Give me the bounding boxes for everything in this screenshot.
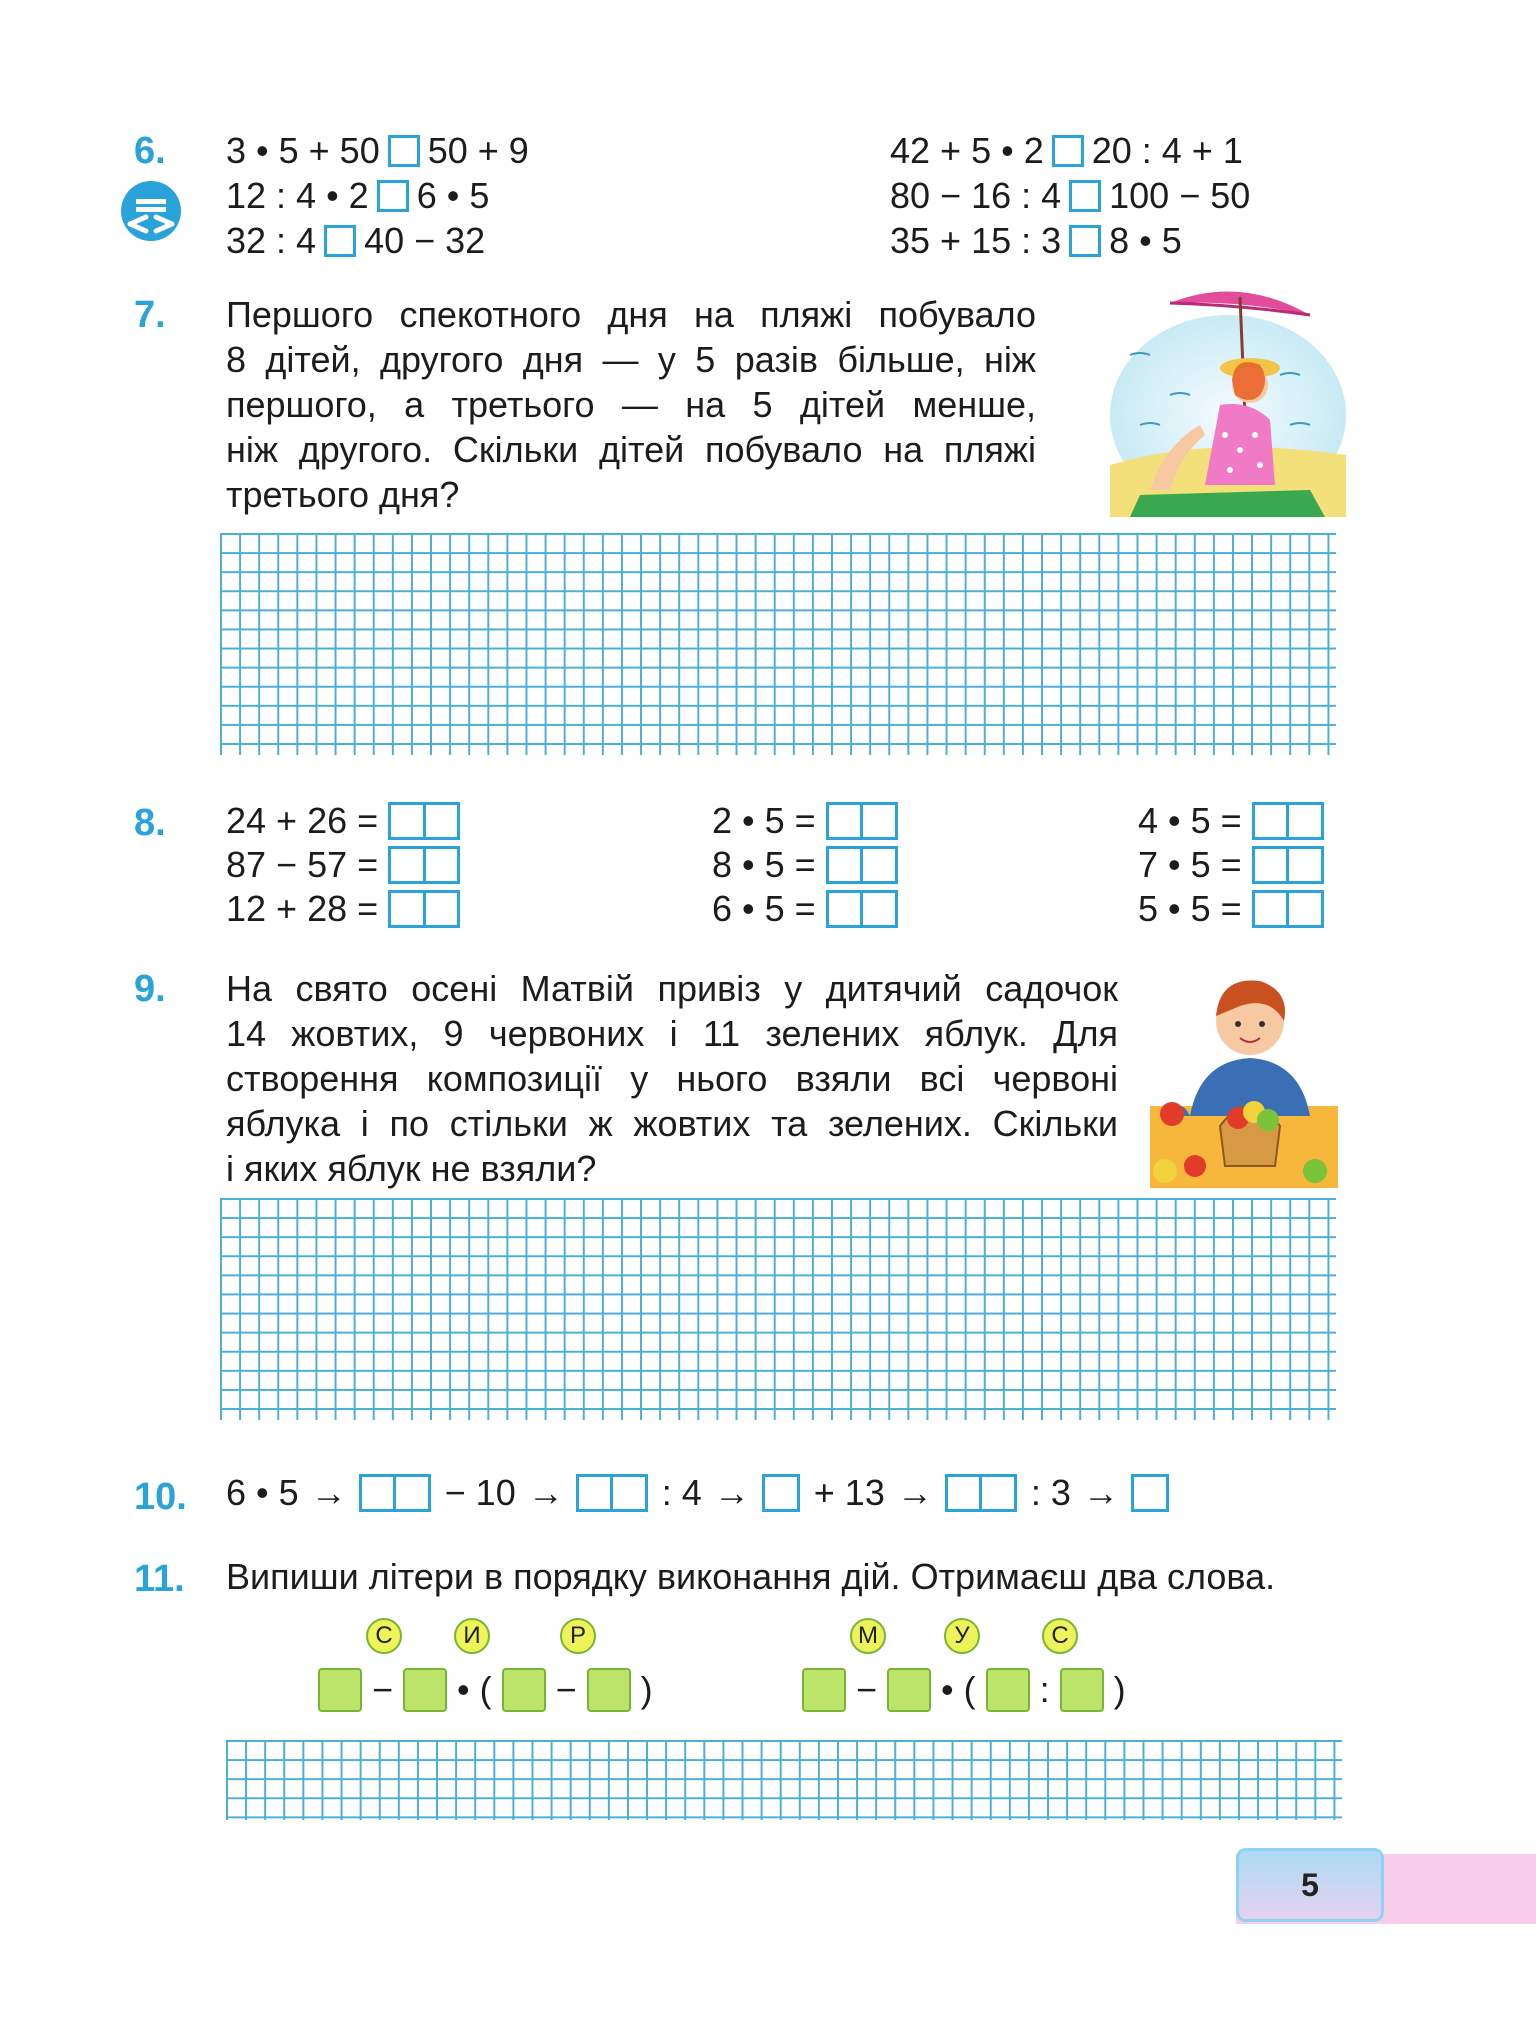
start-expr: 6 • 5 <box>226 1472 299 1513</box>
task-10-number: 10. <box>134 1476 187 1518</box>
answer-box[interactable] <box>1252 890 1324 928</box>
expr-a: 80 − 16 : 4 <box>890 175 1062 216</box>
text-line: яблука і по стільки ж жовтих та зелених. Скільки <box>226 1103 1118 1144</box>
task11-left-expression <box>318 1668 653 1712</box>
expr: 2 • 5 = <box>712 800 816 841</box>
arrow-icon: → <box>527 1472 564 1513</box>
letter-circle: Р <box>560 1618 596 1654</box>
letter-box[interactable] <box>887 1668 931 1712</box>
operation: − 10 <box>444 1472 516 1513</box>
compare-icon <box>120 180 182 242</box>
task6-left-row-1 <box>226 130 529 172</box>
operator: ( <box>479 1669 492 1710</box>
expr-b: 6 • 5 <box>416 175 490 216</box>
task8-row <box>712 844 898 886</box>
letter-box[interactable] <box>802 1668 846 1712</box>
text-line: Першого спекотного дня на пляжі побувало <box>226 294 1036 335</box>
answer-box[interactable] <box>826 890 898 928</box>
text-line: першого, а третього — на 5 дітей менше, <box>226 384 1036 425</box>
expr: 8 • 5 = <box>712 844 816 885</box>
task11-right-expression <box>802 1668 1126 1712</box>
task8-row <box>1138 844 1324 886</box>
expr: 4 • 5 = <box>1138 800 1242 841</box>
operator: − <box>555 1669 577 1710</box>
expr: 87 − 57 = <box>226 844 379 885</box>
task6-left-row-3 <box>226 220 485 262</box>
text-line: третього дня? <box>226 474 460 515</box>
answer-box[interactable] <box>388 846 460 884</box>
answer-box[interactable] <box>1069 180 1101 212</box>
answer-box[interactable] <box>1252 846 1324 884</box>
expr-b: 50 + 9 <box>427 130 529 171</box>
task6-left-row-2 <box>226 175 489 217</box>
task6-right-row-3 <box>890 220 1182 262</box>
operation: : 4 <box>661 1472 702 1513</box>
task6-right-row-2 <box>890 175 1250 217</box>
text-line: і яких яблук не взяли? <box>226 1148 597 1189</box>
letter-box[interactable] <box>403 1668 447 1712</box>
letter-circle: И <box>454 1618 490 1654</box>
answer-box[interactable] <box>1069 225 1101 257</box>
letter-box[interactable] <box>587 1668 631 1712</box>
expr: 5 • 5 = <box>1138 888 1242 929</box>
letter-circle: С <box>366 1618 402 1654</box>
operation: + 13 <box>813 1472 885 1513</box>
operator: : <box>1039 1669 1050 1710</box>
letter-box[interactable] <box>986 1668 1030 1712</box>
text-line: 14 жовтих, 9 червоних і 11 зелених яблук. Для <box>226 1013 1118 1054</box>
answer-box[interactable] <box>826 802 898 840</box>
answer-box[interactable] <box>762 1474 800 1512</box>
operator: ) <box>640 1669 653 1710</box>
letter-circle: У <box>944 1618 980 1654</box>
expr-a: 42 + 5 • 2 <box>890 130 1044 171</box>
task8-row <box>712 800 898 842</box>
expr-b: 40 − 32 <box>364 220 486 261</box>
task8-row <box>712 888 898 930</box>
expr: 6 • 5 = <box>712 888 816 929</box>
answer-box[interactable] <box>1252 802 1324 840</box>
expr: 7 • 5 = <box>1138 844 1242 885</box>
answer-box[interactable] <box>1131 1474 1169 1512</box>
expr-b: 20 : 4 + 1 <box>1091 130 1243 171</box>
task-11-instruction: Випиши літери в порядку виконання дій. Отримаєш два слова. <box>226 1556 1276 1597</box>
answer-box[interactable] <box>1052 135 1084 167</box>
page-number: 5 <box>1236 1848 1384 1922</box>
text-line: 8 дітей, другого дня — у 5 разів більше, ніж <box>226 339 1036 380</box>
expr-a: 35 + 15 : 3 <box>890 220 1062 261</box>
operator: ) <box>1113 1669 1126 1710</box>
expr-a: 3 • 5 + 50 <box>226 130 380 171</box>
letter-circle: С <box>1042 1618 1078 1654</box>
task6-right-row-1 <box>890 130 1243 172</box>
text-line: На свято осені Матвій привіз у дитячий садочок <box>226 968 1118 1009</box>
answer-grid-11[interactable] <box>226 1740 1342 1820</box>
task-7-number: 7. <box>134 294 166 336</box>
task-7-text <box>226 292 1036 517</box>
task8-row <box>226 888 460 930</box>
operator: ( <box>963 1669 976 1710</box>
expr: 12 + 28 = <box>226 888 379 929</box>
task-9-text <box>226 966 1118 1191</box>
operator: − <box>372 1669 394 1710</box>
answer-box[interactable] <box>388 802 460 840</box>
beach-girl-illustration <box>1110 285 1346 517</box>
task-6-number: 6. <box>134 130 166 172</box>
task-11-number: 11. <box>134 1558 185 1600</box>
answer-box[interactable] <box>388 890 460 928</box>
task-10-chain <box>226 1472 1169 1514</box>
letter-box[interactable] <box>502 1668 546 1712</box>
answer-box[interactable] <box>945 1474 1017 1512</box>
arrow-icon: → <box>896 1472 933 1513</box>
answer-box[interactable] <box>388 135 420 167</box>
letter-circle: М <box>850 1618 886 1654</box>
answer-box[interactable] <box>576 1474 648 1512</box>
expr-a: 32 : 4 <box>226 220 317 261</box>
expr-a: 12 : 4 • 2 <box>226 175 369 216</box>
expr-b: 8 • 5 <box>1109 220 1182 261</box>
operation: : 3 <box>1030 1472 1071 1513</box>
task8-row <box>1138 888 1324 930</box>
operator: • <box>457 1669 470 1710</box>
operator: − <box>856 1669 878 1710</box>
arrow-icon: → <box>1082 1472 1119 1513</box>
answer-box[interactable] <box>359 1474 431 1512</box>
task-9-number: 9. <box>134 968 166 1010</box>
boy-with-apples-illustration <box>1150 966 1338 1188</box>
task8-row <box>226 800 460 842</box>
letter-box[interactable] <box>318 1668 362 1712</box>
answer-grid-9[interactable] <box>220 1198 1336 1420</box>
operator: • <box>941 1669 954 1710</box>
text-line: ніж другого. Скільки дітей побувало на пляжі <box>226 429 1036 470</box>
arrow-icon: → <box>713 1472 750 1513</box>
letter-box[interactable] <box>1060 1668 1104 1712</box>
expr: 24 + 26 = <box>226 800 379 841</box>
task-8-number: 8. <box>134 802 166 844</box>
answer-box[interactable] <box>377 180 409 212</box>
answer-grid-7[interactable] <box>220 533 1336 755</box>
expr-b: 100 − 50 <box>1109 175 1251 216</box>
task8-row <box>1138 800 1324 842</box>
arrow-icon: → <box>310 1472 347 1513</box>
answer-box[interactable] <box>826 846 898 884</box>
task8-row <box>226 844 460 886</box>
answer-box[interactable] <box>324 225 356 257</box>
text-line: створення композиції у нього взяли всі червоні <box>226 1058 1118 1099</box>
